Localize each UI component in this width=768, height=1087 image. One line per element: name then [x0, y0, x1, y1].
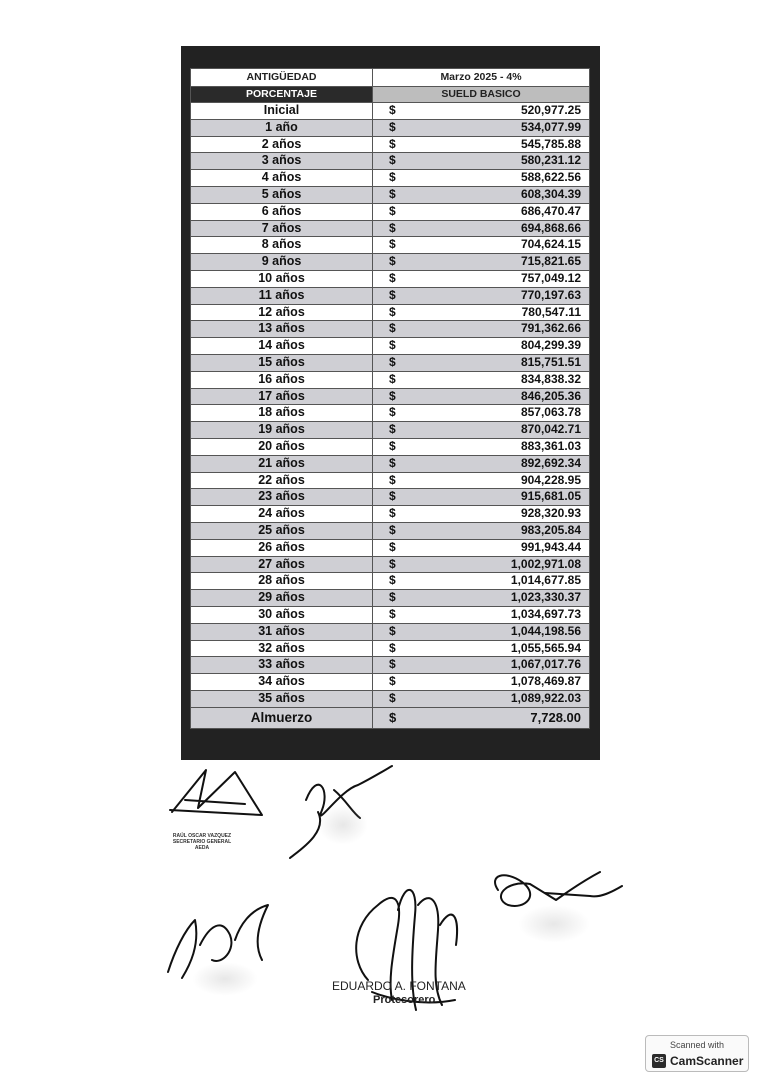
salary-amount: 1,078,469.87	[510, 674, 581, 689]
stamp-smudge	[518, 905, 590, 943]
currency-symbol: $	[389, 186, 396, 201]
salary-amount: 704,624.15	[520, 237, 581, 252]
seniority-label: 6 años	[191, 203, 373, 220]
seniority-label: 23 años	[191, 489, 373, 506]
seniority-label: 2 años	[191, 136, 373, 153]
currency-symbol: $	[389, 354, 396, 369]
seniority-label: Inicial	[191, 103, 373, 120]
salary-amount: 915,681.05	[520, 489, 581, 504]
seniority-label: 25 años	[191, 522, 373, 539]
subheader-porcentaje: PORCENTAJE	[191, 87, 373, 103]
currency-symbol: $	[389, 287, 396, 302]
salary-amount: 1,023,330.37	[510, 590, 581, 605]
seniority-label: 24 años	[191, 506, 373, 523]
salary-amount: 757,049.12	[520, 270, 581, 285]
currency-symbol: $	[389, 371, 396, 386]
salary-amount: 892,692.34	[520, 455, 581, 470]
seniority-label: 5 años	[191, 186, 373, 203]
seniority-label: 7 años	[191, 220, 373, 237]
currency-symbol: $	[389, 422, 396, 437]
salary-amount: 834,838.32	[520, 371, 581, 386]
currency-symbol: $	[389, 170, 396, 185]
salary-amount: 883,361.03	[520, 438, 581, 453]
lunch-label: Almuerzo	[191, 707, 373, 728]
salary-amount: 904,228.95	[520, 472, 581, 487]
currency-symbol: $	[389, 321, 396, 336]
seniority-label: 28 años	[191, 573, 373, 590]
salary-amount: 608,304.39	[520, 186, 581, 201]
salary-amount: 928,320.93	[520, 506, 581, 521]
salary-amount: 1,067,017.76	[510, 657, 581, 672]
salary-amount: 686,470.47	[520, 203, 581, 218]
seniority-label: 31 años	[191, 623, 373, 640]
seniority-label: 14 años	[191, 338, 373, 355]
currency-symbol: $	[389, 709, 397, 725]
salary-amount: 1,034,697.73	[510, 606, 581, 621]
camscanner-logo-icon: CS	[652, 1054, 666, 1068]
salary-amount: 983,205.84	[520, 522, 581, 537]
currency-symbol: $	[389, 623, 396, 638]
salary-amount: 694,868.66	[520, 220, 581, 235]
currency-symbol: $	[389, 237, 396, 252]
currency-symbol: $	[389, 254, 396, 269]
currency-symbol: $	[389, 270, 396, 285]
salary-amount: 1,044,198.56	[510, 623, 581, 638]
right-signature	[495, 872, 622, 906]
vazquez-org: AEDA	[194, 845, 210, 851]
seniority-label: 13 años	[191, 321, 373, 338]
seniority-label: 17 años	[191, 388, 373, 405]
seniority-label: 30 años	[191, 606, 373, 623]
currency-symbol: $	[389, 640, 396, 655]
seniority-label: 20 años	[191, 438, 373, 455]
fontana-name: EDUARDO A. FONTANA	[332, 979, 466, 993]
currency-symbol: $	[389, 438, 396, 453]
salary-amount: 588,622.56	[520, 170, 581, 185]
salary-amount: 534,077.99	[520, 119, 581, 134]
currency-symbol: $	[389, 657, 396, 672]
seniority-label: 15 años	[191, 354, 373, 371]
seniority-label: 26 años	[191, 539, 373, 556]
seniority-label: 4 años	[191, 170, 373, 187]
seniority-label: 11 años	[191, 287, 373, 304]
seniority-label: 33 años	[191, 657, 373, 674]
currency-symbol: $	[389, 405, 396, 420]
currency-symbol: $	[389, 690, 396, 705]
currency-symbol: $	[389, 522, 396, 537]
vazquez-signature-label	[167, 833, 237, 851]
camscanner-caption: Scanned with	[669, 1040, 725, 1050]
seniority-label: 35 años	[191, 690, 373, 707]
salary-amount: 715,821.65	[520, 254, 581, 269]
seniority-label: 12 años	[191, 304, 373, 321]
salary-amount: 520,977.25	[520, 103, 581, 117]
currency-symbol: $	[389, 388, 396, 403]
salary-amount: 580,231.12	[520, 153, 581, 168]
currency-symbol: $	[389, 136, 396, 151]
salary-amount: 780,547.11	[521, 304, 581, 319]
salary-amount: 545,785.88	[520, 136, 581, 151]
salary-amount: 1,014,677.85	[510, 573, 581, 588]
seniority-label: 27 años	[191, 556, 373, 573]
seniority-label: 9 años	[191, 254, 373, 271]
currency-symbol: $	[389, 472, 396, 487]
currency-symbol: $	[389, 203, 396, 218]
seniority-label: 22 años	[191, 472, 373, 489]
seniority-label: 32 años	[191, 640, 373, 657]
seniority-label: 18 años	[191, 405, 373, 422]
currency-symbol: $	[389, 606, 396, 621]
seniority-label: 29 años	[191, 590, 373, 607]
subheader-sueldo-basico: SUELD BASICO	[373, 87, 590, 103]
salary-amount: 870,042.71	[520, 422, 581, 437]
currency-symbol: $	[389, 119, 396, 134]
currency-symbol: $	[389, 674, 396, 689]
seniority-label: 34 años	[191, 674, 373, 691]
salary-amount: 1,002,971.08	[510, 556, 581, 571]
currency-symbol: $	[389, 489, 396, 504]
salary-amount: 846,205.36	[520, 388, 581, 403]
currency-symbol: $	[389, 220, 396, 235]
vazquez-signature	[170, 770, 262, 815]
currency-symbol: $	[389, 103, 396, 117]
salary-amount: 991,943.44	[520, 539, 581, 554]
currency-symbol: $	[389, 304, 396, 319]
seniority-label: 16 años	[191, 371, 373, 388]
seniority-label: 1 año	[191, 119, 373, 136]
camscanner-badge	[645, 1035, 749, 1072]
currency-symbol: $	[389, 153, 396, 168]
header-period: Marzo 2025 - 4%	[373, 69, 590, 87]
currency-symbol: $	[389, 539, 396, 554]
camscanner-brand: CamScanner	[670, 1054, 744, 1068]
salary-amount: 1,055,565.94	[510, 640, 581, 655]
vazquez-role: SECRETARIO GENERAL	[172, 839, 232, 845]
seniority-label: 21 años	[191, 455, 373, 472]
salary-amount: 770,197.63	[520, 287, 581, 302]
currency-symbol: $	[389, 455, 396, 470]
seniority-label: 10 años	[191, 270, 373, 287]
stamp-smudge	[318, 805, 368, 845]
salary-amount: 1,089,922.03	[510, 690, 581, 705]
stamp-smudge	[192, 962, 258, 996]
salary-amount: 804,299.39	[520, 338, 581, 353]
currency-symbol: $	[389, 573, 396, 588]
currency-symbol: $	[389, 506, 396, 521]
seniority-label: 8 años	[191, 237, 373, 254]
vazquez-name: RAÚL OSCAR VAZQUEZ	[172, 833, 232, 839]
salary-amount: 815,751.51	[520, 354, 581, 369]
salary-amount: 857,063.78	[520, 405, 581, 420]
currency-symbol: $	[389, 590, 396, 605]
salary-amount: 791,362.66	[520, 321, 581, 336]
currency-symbol: $	[389, 556, 396, 571]
lunch-amount: 7,728.00	[530, 709, 581, 725]
header-antiguedad: ANTIGÜEDAD	[191, 69, 373, 87]
seniority-label: 3 años	[191, 153, 373, 170]
currency-symbol: $	[389, 338, 396, 353]
seniority-label: 19 años	[191, 422, 373, 439]
fontana-role: Protesorero	[373, 994, 436, 1006]
